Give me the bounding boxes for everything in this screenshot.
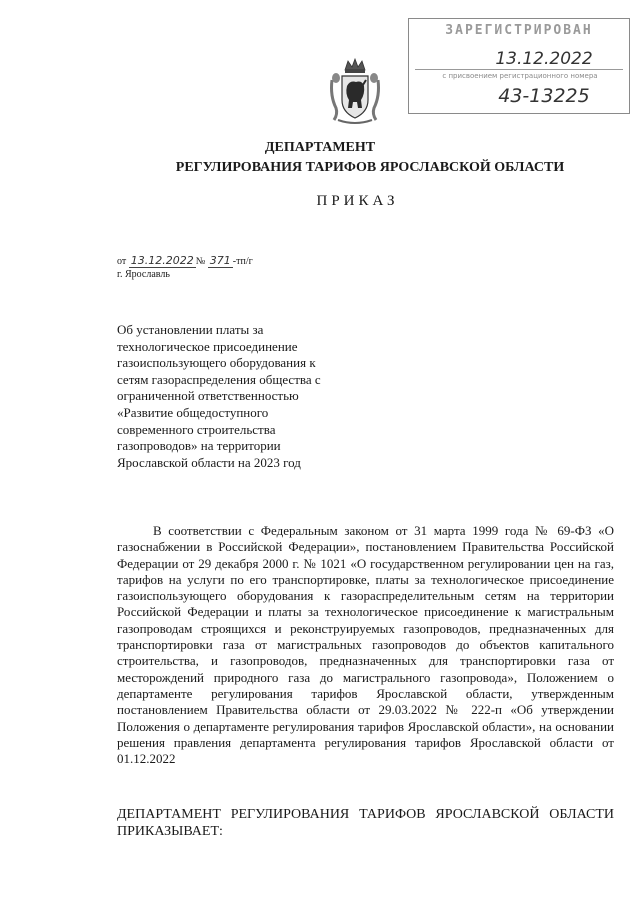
body-paragraph: В соответствии с Федеральным законом от 31 марта 1999 года № 69-ФЗ «О газоснабжении в Российской Федерации», постановлением Правительства Российской Федерации от 29 декабря 2000 г. № 1021 «О государственном регулировании цен на газ, тарифов на услуги по его транспортировке, платы за технологическое присоединение газоиспользующего оборудования к газораспределительным сетям на территории Российской Федерации и платы за технологическое присоединение к магистральным газопроводам строящихся и реконструируемых газопроводов, предназначенных для транспортировки газа от магистральных газопроводов до объектов капитального строительства, и газопроводов, предназначенных для транспортировки газа от месторождений природного газа до магистрального газопровода», Положением о департаменте регулирования тарифов Ярославской области, утвержденным постановлением Правительства области от 29.03.2022 № 222-п «Об утверждении Положения о департаменте регулирования тарифов Ярославской области», на основании решения правления департамента регулирования тарифов Ярославской области от 01.12.2022 [117, 523, 614, 767]
order-number-suffix: -тп/г [232, 256, 253, 267]
stamp-caption: с присвоением регистрационного номера [442, 72, 598, 80]
department-title-line1: ДЕПАРТАМЕНТ [264, 140, 376, 155]
order-number: 371 [209, 254, 231, 267]
stamp-date: 13.12.2022 [495, 49, 593, 69]
stamp-registration-number: 43-13225 [498, 85, 590, 107]
stamp-title: ЗАРЕГИСТРИРОВАН [445, 23, 593, 38]
order-date: 13.12.2022 [130, 254, 194, 267]
order-body [117, 523, 614, 767]
stamp-divider [415, 69, 623, 70]
order-number-sign: № [195, 256, 206, 267]
coat-of-arms-emblem [328, 56, 382, 128]
decree-statement: ДЕПАРТАМЕНТ РЕГУЛИРОВАНИЯ ТАРИФОВ ЯРОСЛАВСКОЙ ОБЛАСТИ ПРИКАЗЫВАЕТ: [117, 807, 614, 839]
document-type-title: ПРИКАЗ [316, 193, 399, 209]
order-subject: Об установлении платы за технологическое присоединение газоиспользующего оборудования к сетям газораспределения общества с ограниченной ответственностью «Развитие общедоступного современного строительства газопроводов» на территории Ярославской области на 2023 год [117, 322, 321, 470]
order-prefix: от [117, 256, 127, 267]
order-city: г. Ярославль [117, 269, 170, 280]
department-title-line2: РЕГУЛИРОВАНИЯ ТАРИФОВ ЯРОСЛАВСКОЙ ОБЛАСТИ [175, 160, 565, 175]
registration-stamp [408, 18, 630, 114]
order-date-number-line [117, 254, 253, 267]
